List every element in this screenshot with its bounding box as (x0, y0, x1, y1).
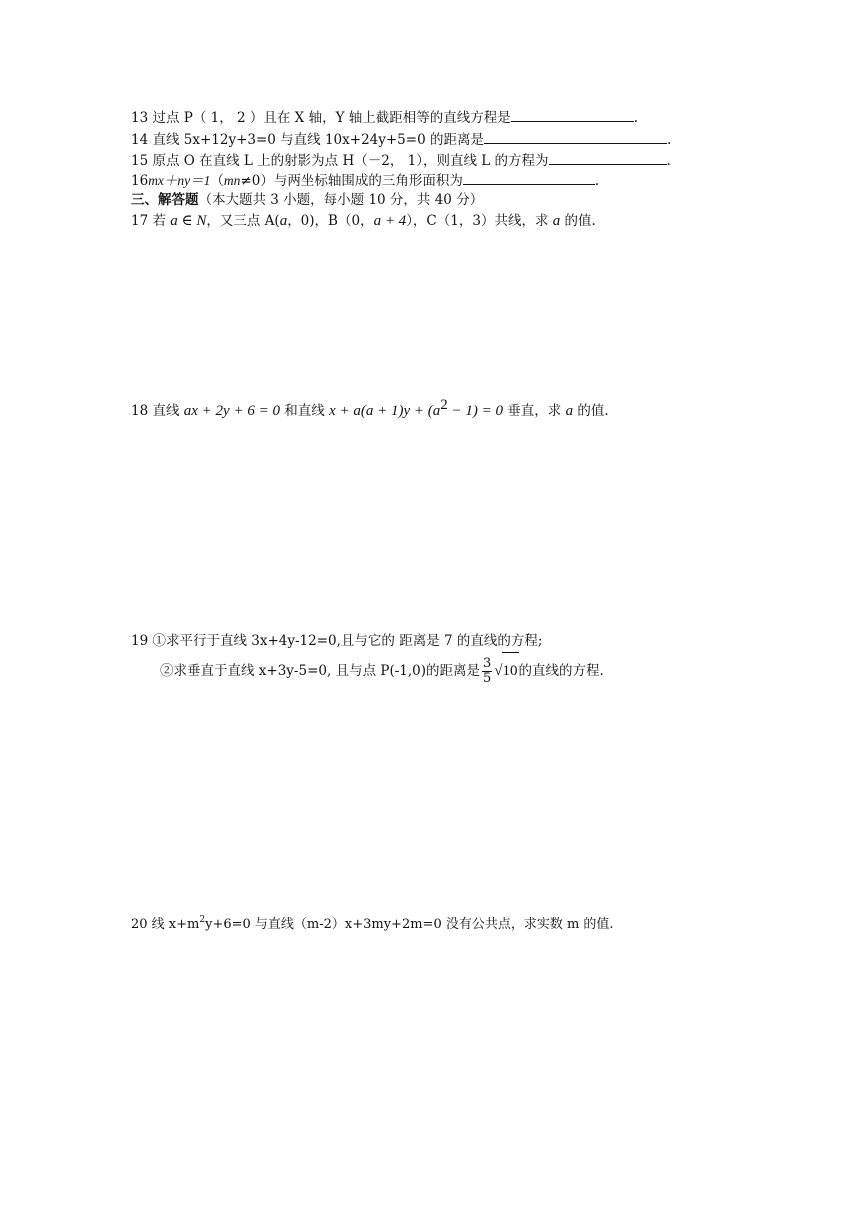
q18-equation-2a: x + a(a + 1)y + (a (329, 403, 441, 419)
answer-blank-15[interactable] (549, 151, 667, 165)
q19-line2-start: ②求垂直于直线 x+3y-5=0, 且与点 P(-1,0)的距离是 (160, 663, 481, 679)
q20-part2: y+6=0 与直线（m-2）x+3my+2m=0 没有公共点，求实数 m 的值. (205, 917, 614, 932)
answer-blank-13[interactable] (511, 108, 634, 122)
q17-part2: ，又三点 A( (206, 213, 280, 229)
question-18 (131, 397, 609, 420)
q17-part4: ），C（1，3）共线，求 (406, 213, 553, 229)
q19-fraction (482, 657, 492, 686)
q19-frac-numerator: 3 (483, 656, 492, 671)
question-16-cond-rest: ≠0） (240, 173, 274, 189)
question-20 (131, 916, 614, 934)
q18-part2: 和直线 (279, 403, 330, 419)
question-14-text: 14 直线 5x+12y+3=0 与直线 10x+24y+5=0 的距离是 (131, 132, 484, 148)
question-13-end: . (633, 110, 639, 126)
q18-equation-1: ax + 2y + 6 = 0 (183, 403, 280, 419)
sqrt-icon: √ (494, 663, 503, 679)
q18-part1: 18 直线 (131, 403, 184, 419)
question-19-part-1 (131, 632, 542, 650)
q20-part1: 20 线 x+m (131, 917, 200, 932)
question-16-end: . (594, 173, 600, 189)
question-16 (131, 171, 599, 190)
question-13-text: 13 过点 P（ 1， 2 ）且在 X 轴，Y 轴上截距相等的直线方程是 (131, 110, 511, 126)
question-16-number: 16 (131, 173, 149, 189)
q17-part5: 的值. (560, 213, 596, 229)
question-14 (131, 130, 671, 149)
q19-line1: 19 ①求平行于直线 3x+4y-12=0,且与它的 距离是 7 的直线的方程; (131, 633, 543, 649)
q18-part3: 垂直，求 (502, 403, 566, 419)
question-14-end: . (666, 132, 672, 148)
question-16-text: 与两坐标轴围成的三角形面积为 (273, 173, 463, 189)
question-16-cond-open: （ (210, 173, 224, 189)
q18-var-a: a (565, 403, 574, 419)
section-3-heading (131, 191, 483, 209)
answer-blank-14[interactable] (484, 130, 667, 144)
question-15 (131, 151, 671, 170)
q17-expr-a-plus-4: a + 4 (373, 213, 407, 229)
section-3-title: 三、解答题 (131, 192, 199, 208)
q20-exponent: 2 (199, 915, 206, 925)
q17-set-expr: a ∈ N (170, 213, 207, 229)
question-16-equation: mx＋ny＝1 (148, 173, 211, 188)
q18-equation-2b: − 1) = 0 (447, 403, 503, 419)
question-15-end: . (666, 153, 671, 169)
question-16-cond-var: mn (223, 173, 241, 188)
q17-part3: ，0)，B（0， (287, 213, 374, 229)
question-19-part-2 (160, 652, 604, 689)
question-17 (131, 212, 596, 230)
q18-part4: 的值. (573, 403, 609, 419)
section-3-note: （本大题共 3 小题，每小题 10 分，共 40 分） (198, 192, 484, 208)
q19-line2-end: 的直线的方程. (518, 663, 604, 679)
question-15-text: 15 原点 O 在直线 L 上的射影为点 H（－2， 1），则直线 L 的方程为 (131, 153, 549, 169)
q19-sqrt-value: 10 (502, 652, 519, 689)
q19-frac-denominator: 5 (483, 671, 492, 686)
q17-var-a1: a (279, 213, 288, 229)
answer-blank-16[interactable] (463, 171, 595, 185)
q17-part1: 17 若 (131, 213, 171, 229)
question-13 (131, 108, 638, 127)
q17-var-a3: a (552, 213, 561, 229)
q18-exponent: 2 (440, 397, 448, 413)
